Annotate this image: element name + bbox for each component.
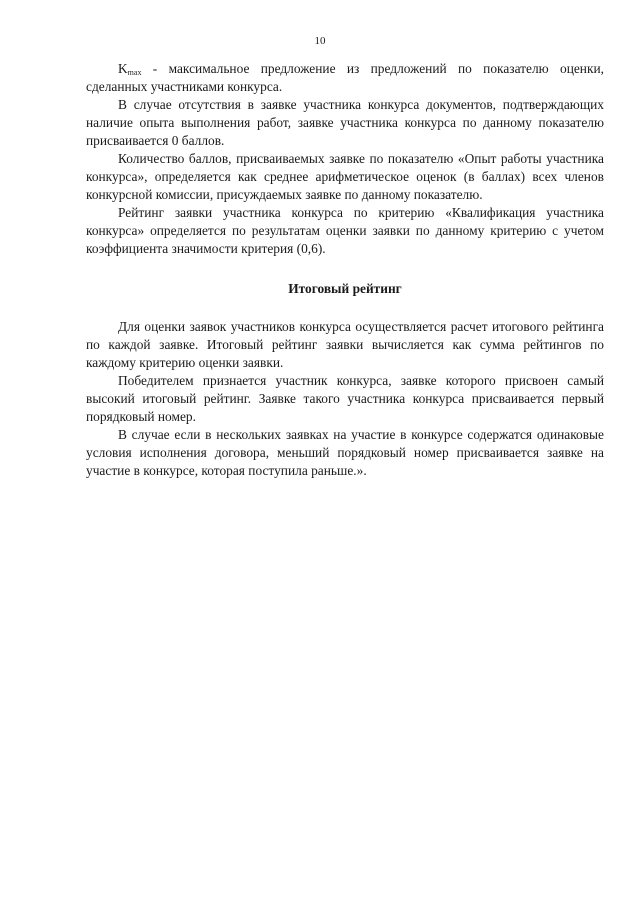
paragraph-qualification-rating: Рейтинг заявки участника конкурса по критерию «Квалификация участника конкурса» определяется по результатам оценки заявки по данному критерию с учетом коэффициента значимости критерия (0,6).: [86, 205, 604, 256]
section-heading-final-rating: Итоговый рейтинг: [288, 281, 402, 296]
paragraph-kmax-definition: [86, 60, 604, 96]
kmax-subscript: max: [127, 68, 142, 77]
page-number: 10: [314, 35, 326, 47]
paragraph-no-experience-documents: В случае отсутствия в заявке участника конкурса документов, подтверждающих наличие опыта выполнения работ, заявке участника конкурса по данному показателю присваивается 0 баллов.: [86, 97, 604, 148]
document-body: [86, 60, 604, 480]
kmax-definition-text: - максимальное предложение из предложений по показателю оценки, сделанных участниками конкурса.: [86, 61, 604, 94]
paragraph-equal-conditions: В случае если в нескольких заявках на участие в конкурсе содержатся одинаковые условия исполнения договора, меньший порядковый номер присваивается заявке на участие в конкурсе, которая поступила раньше.».: [86, 427, 604, 478]
paragraph-final-rating-calculation: Для оценки заявок участников конкурса осуществляется расчет итогового рейтинга по каждой заявке. Итоговый рейтинг заявки вычисляется как сумма рейтингов по каждому критерию оценки заявки.: [86, 319, 604, 370]
kmax-symbol: K: [118, 61, 128, 76]
paragraph-experience-score: Количество баллов, присваиваемых заявке по показателю «Опыт работы участника конкурса», определяется как среднее арифметическое оценок (в баллах) всех членов конкурсной комиссии, присуждаемых заявке по данному показателю.: [86, 151, 604, 202]
paragraph-winner-determination: Победителем признается участник конкурса, заявке которого присвоен самый высокий итоговый рейтинг. Заявке такого участника конкурса присваивается первый порядковый номер.: [86, 373, 604, 424]
